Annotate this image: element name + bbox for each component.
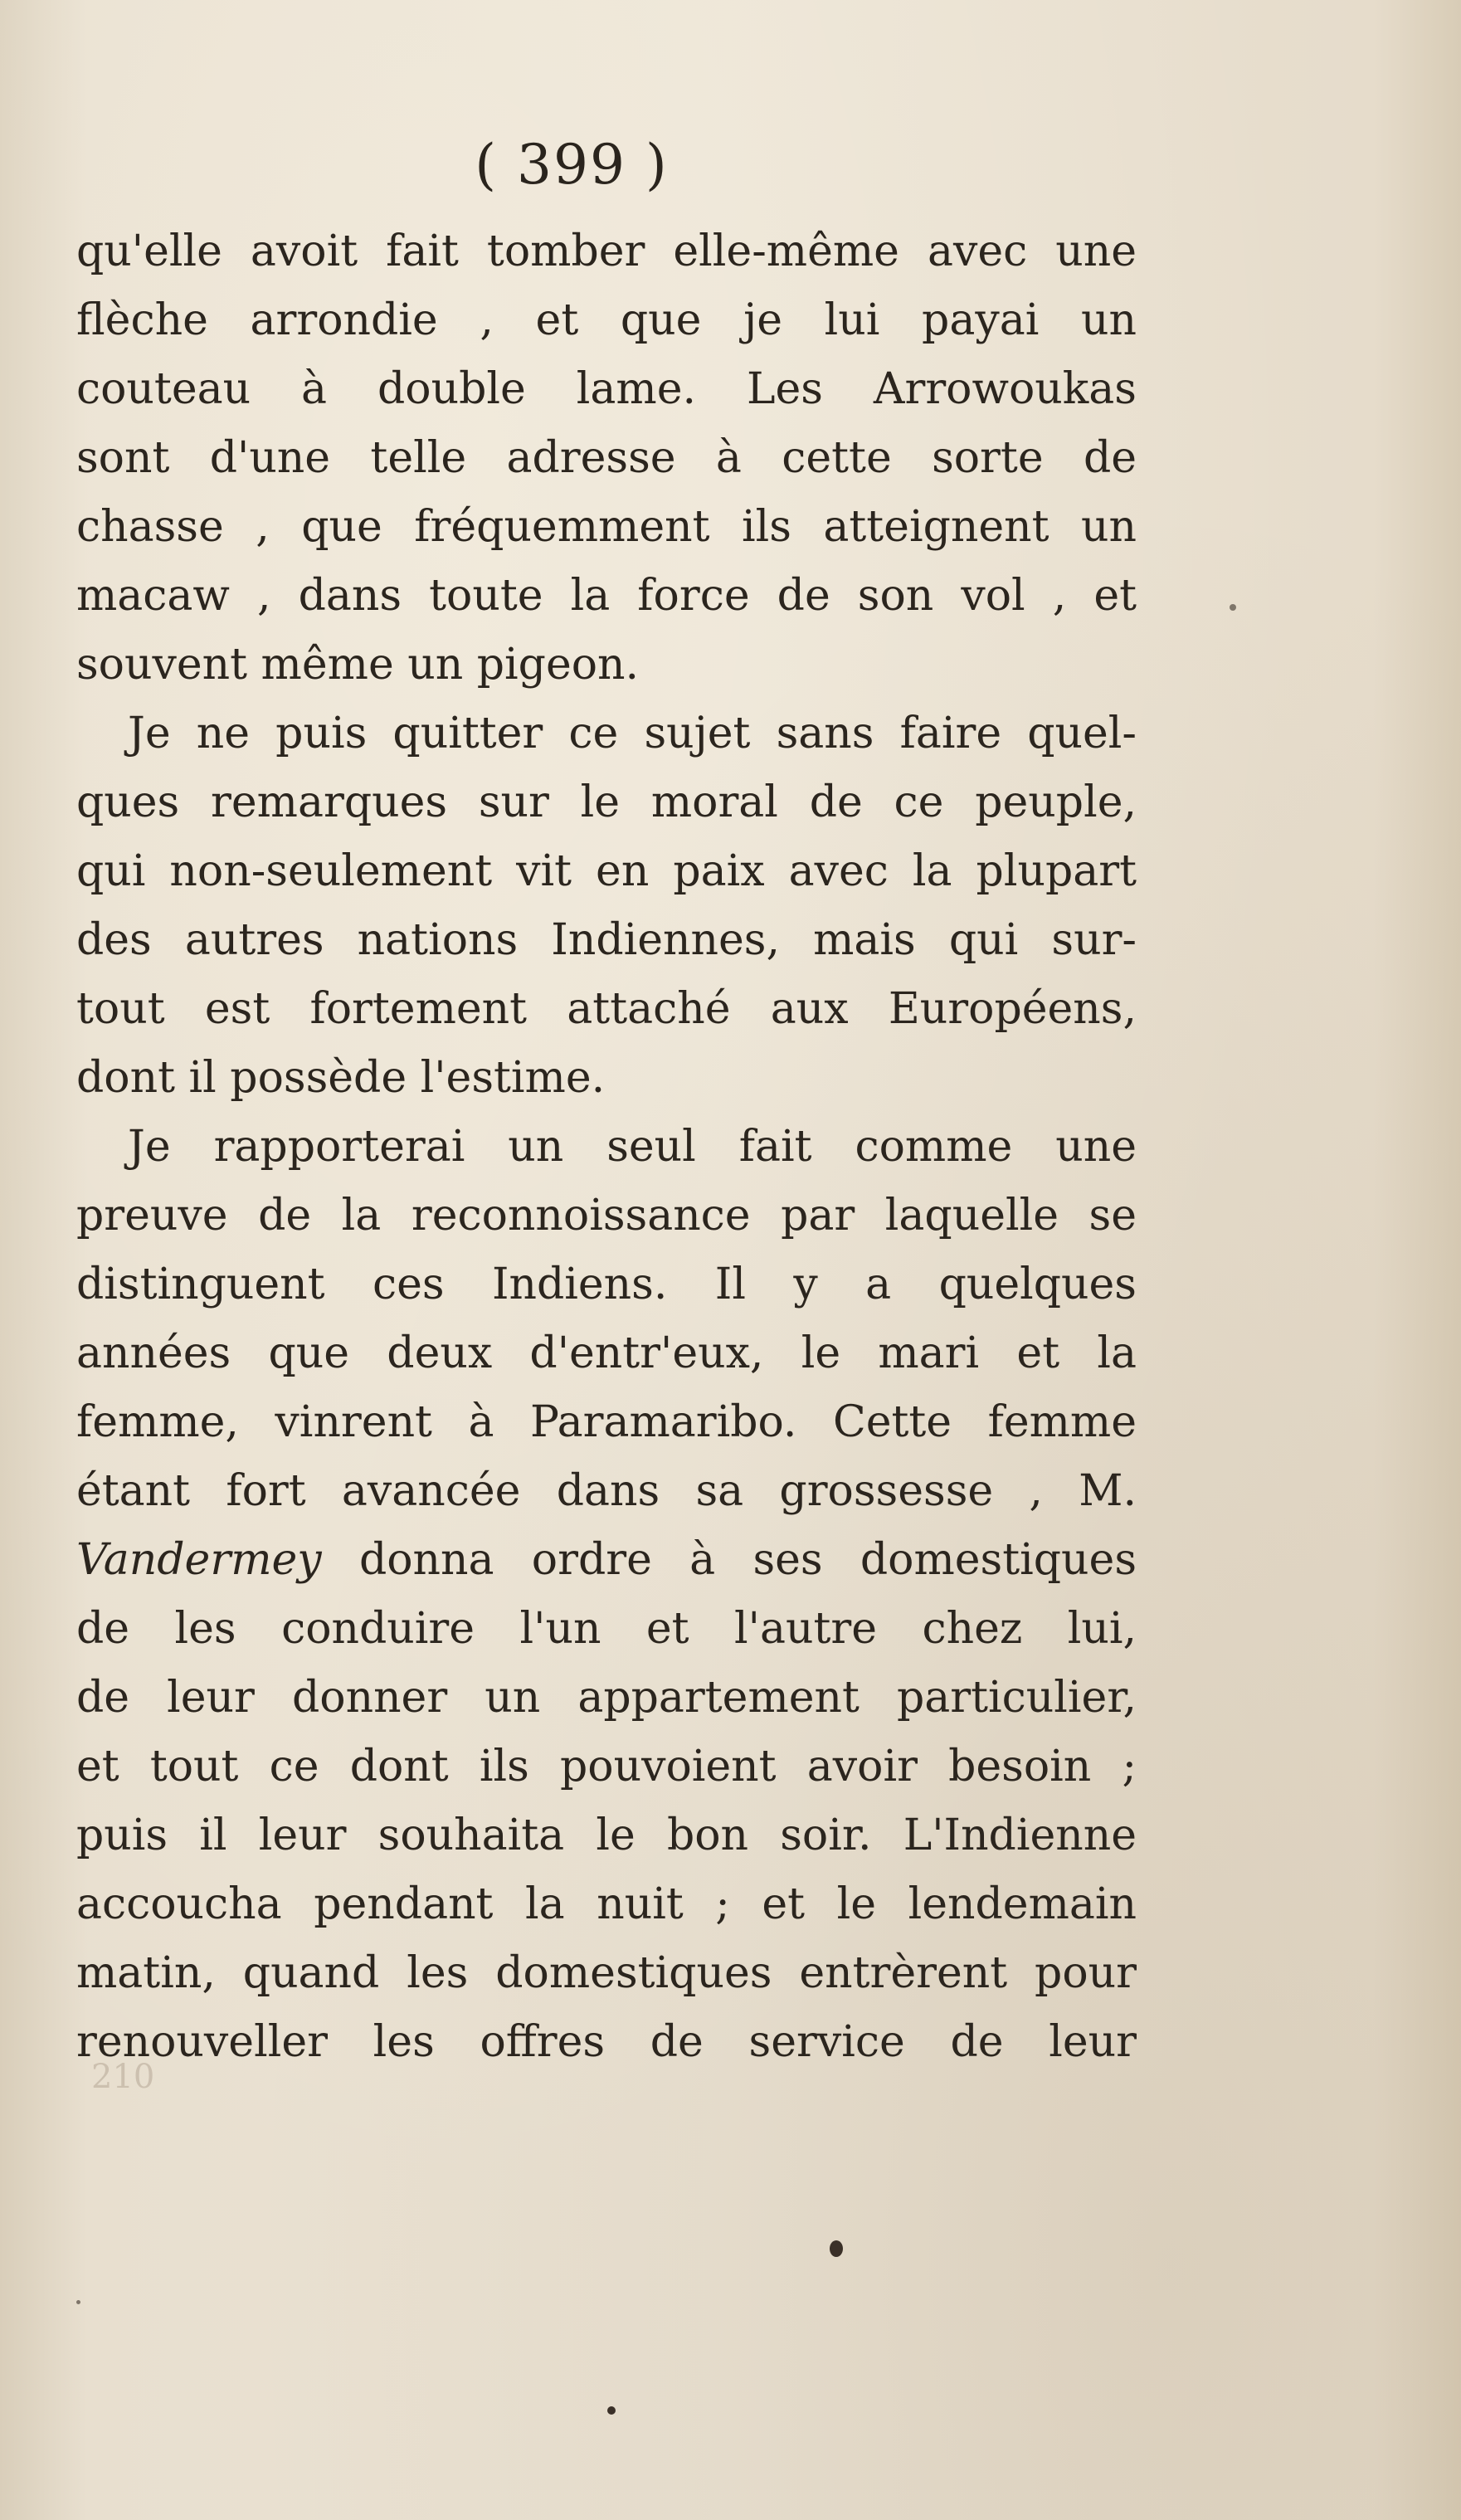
text-line: matin, quand les domestiques entrèrent pour <box>76 1948 1137 1998</box>
text-line: qui non-seulement vit en paix avec la plupart <box>76 846 1137 896</box>
bleed-through-mark: 210 <box>91 2058 155 2096</box>
text-line: et tout ce dont ils pouvoient avoir besoin ; <box>76 1742 1137 1791</box>
text-line: de leur donner un appartement particulier, <box>76 1673 1137 1723</box>
text-line: sont d'une telle adresse à cette sorte de <box>76 433 1137 483</box>
text-line: flèche arrondie , et que je lui payai un <box>76 295 1137 345</box>
text-line: renouveller les offres de service de leur <box>76 2017 1137 2067</box>
text-line: accoucha pendant la nuit ; et le lendemain <box>76 1879 1137 1929</box>
text-line: macaw , dans toute la force de son vol , et <box>76 571 1137 621</box>
text-line: des autres nations Indiennes, mais qui sur- <box>76 915 1137 965</box>
text-line: de les conduire l'un et l'autre chez lui, <box>76 1604 1137 1654</box>
text-line: puis il leur souhaita le bon soir. L'Indienne <box>76 1811 1137 1860</box>
ink-speck <box>830 2240 843 2257</box>
text-line: couteau à double lame. Les Arrowoukas <box>76 364 1137 414</box>
text-line: ques remarques sur le moral de ce peuple, <box>76 777 1137 827</box>
text-line: Je ne puis quitter ce sujet sans faire quel- <box>128 709 1137 758</box>
text-line: Je rapporterai un seul fait comme une <box>128 1122 1137 1172</box>
text-line: distinguent ces Indiens. Il y a quelques <box>76 1260 1137 1309</box>
text-line: chasse , que fréquemment ils atteignent un <box>76 502 1137 552</box>
text-line: preuve de la reconnoissance par laquelle se <box>76 1191 1137 1241</box>
text-line: dont il possède l'estime. <box>76 1053 606 1103</box>
body-text <box>76 217 1137 2077</box>
text-line: qu'elle avoit fait tomber elle-même avec une <box>76 227 1137 276</box>
page-number: ( 399 ) <box>475 133 669 197</box>
ink-speck <box>1230 604 1236 611</box>
text-line-italic-name <box>76 1526 1137 1595</box>
ink-speck <box>76 2300 80 2304</box>
italic-name: Vandermey <box>76 1535 322 1585</box>
italic-line-rest: donna ordre à ses domestiques <box>321 1535 1137 1585</box>
ink-speck <box>607 2406 616 2415</box>
text-line: années que deux d'entr'eux, le mari et la <box>76 1328 1137 1378</box>
text-line: étant fort avancée dans sa grossesse , M. <box>76 1466 1137 1516</box>
text-line: souvent même un pigeon. <box>76 640 640 690</box>
text-line: tout est fortement attaché aux Européens, <box>76 984 1137 1034</box>
text-line: femme, vinrent à Paramaribo. Cette femme <box>76 1397 1137 1447</box>
